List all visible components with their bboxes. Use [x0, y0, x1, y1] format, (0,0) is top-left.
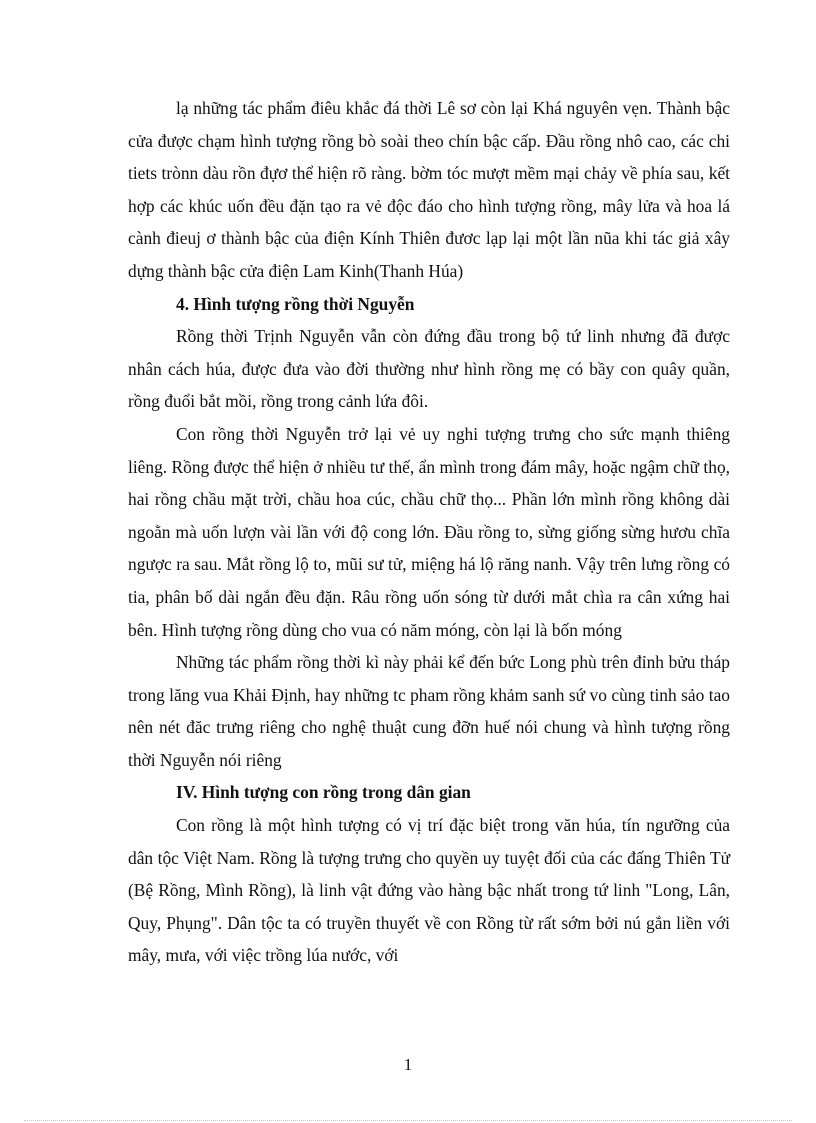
paragraph-le-so-dragon-carving: lạ những tác phẩm điêu khắc đá thời Lê sơ còn lại Khá nguyên vẹn. Thành bậc cửa được chạm hình tượng rồng bò soài theo chín bậc cấp. Đầu rồng nhô cao, các chi tiets trònn dàu rồn đựơ thể hiện rõ ràng. bờm tóc mượt mềm mại chảy về phía sau, kết hợp các khúc uốn đều đặn tạo ra vẻ độc đáo cho hình tượng rồng, mây lửa và hoa lá cành đieuj ơ thành bậc của điện Kính Thiên đươc lạp lại một lần nũa khi tác giả xây dựng thành bậc cửa điện Lam Kinh(Thanh Húa) [128, 98, 730, 281]
page-bottom-divider [24, 1120, 792, 1121]
paragraph-trinh-nguyen-dragon: Rồng thời Trịnh Nguyễn vẫn còn đứng đầu trong bộ tứ linh nhưng đã được nhân cách húa, được đưa vào đời thường như hình rồng mẹ có bầy con quây quần, rồng đuổi bắt mồi, rồng trong cảnh lứa đôi. [128, 326, 730, 412]
paragraph-folk-dragon: Con rồng là một hình tượng có vị trí đặc biệt trong văn húa, tín ngưỡng của dân tộc Việt Nam. Rồng là tượng trưng cho quyền uy tuyệt đối của các đấng Thiên Tử (Bệ Rồng, Mình Rồng), là linh vật đứng vào hàng bậc nhất trong tứ linh "Long, Lân, Quy, Phụng". Dân tộc ta có truyền thuyết về con Rồng từ rất sớm bởi nú gắn liền với mây, mưa, với việc trồng lúa nước, với [128, 815, 730, 966]
paragraph-nguyen-dragon-description: Con rồng thời Nguyễn trở lại vẻ uy nghi tượng trưng cho sức mạnh thiêng liêng. Rồng được thể hiện ở nhiều tư thế, ẩn mình trong đám mây, hoặc ngậm chữ thọ, hai rồng chầu mặt trời, chầu hoa cúc, chầu chữ thọ... Phần lớn mình rồng không dài ngoằn mà uốn lượn vài lần với độ cong lớn. Đầu rồng to, sừng giống sừng hươu chĩa ngược ra sau. Mắt rồng lộ to, mũi sư tử, miệng há lộ răng nanh. Vậy trên lưng rồng có tia, phân bố dài ngắn đều đặn. Râu rồng uốn sóng từ dưới mắt chìa ra cân xứng hai bên. Hình tượng rồng dùng cho vua có năm móng, còn lại là bốn móng [128, 423, 730, 640]
section-heading-nguyen-dragon: 4. Hình tượng rồng thời Nguyễn [176, 293, 415, 314]
page-number: 1 [403, 1055, 413, 1074]
document-body [128, 92, 730, 972]
paragraph-nguyen-dragon-works: Những tác phẩm rồng thời kì này phải kể đến bức Long phù trên đỉnh bửu tháp trong lăng vua Khải Định, hay những tc pham rồng khảm sanh sứ vo cùng tinh sảo tao nên nét đăc trưng riêng cho nghệ thuật cung đỡn huế nói chung và hình tượng rồng thời Nguyễn nói riêng [128, 652, 730, 770]
section-heading-folk-dragon: IV. Hình tượng con rồng trong dân gian [176, 782, 471, 803]
